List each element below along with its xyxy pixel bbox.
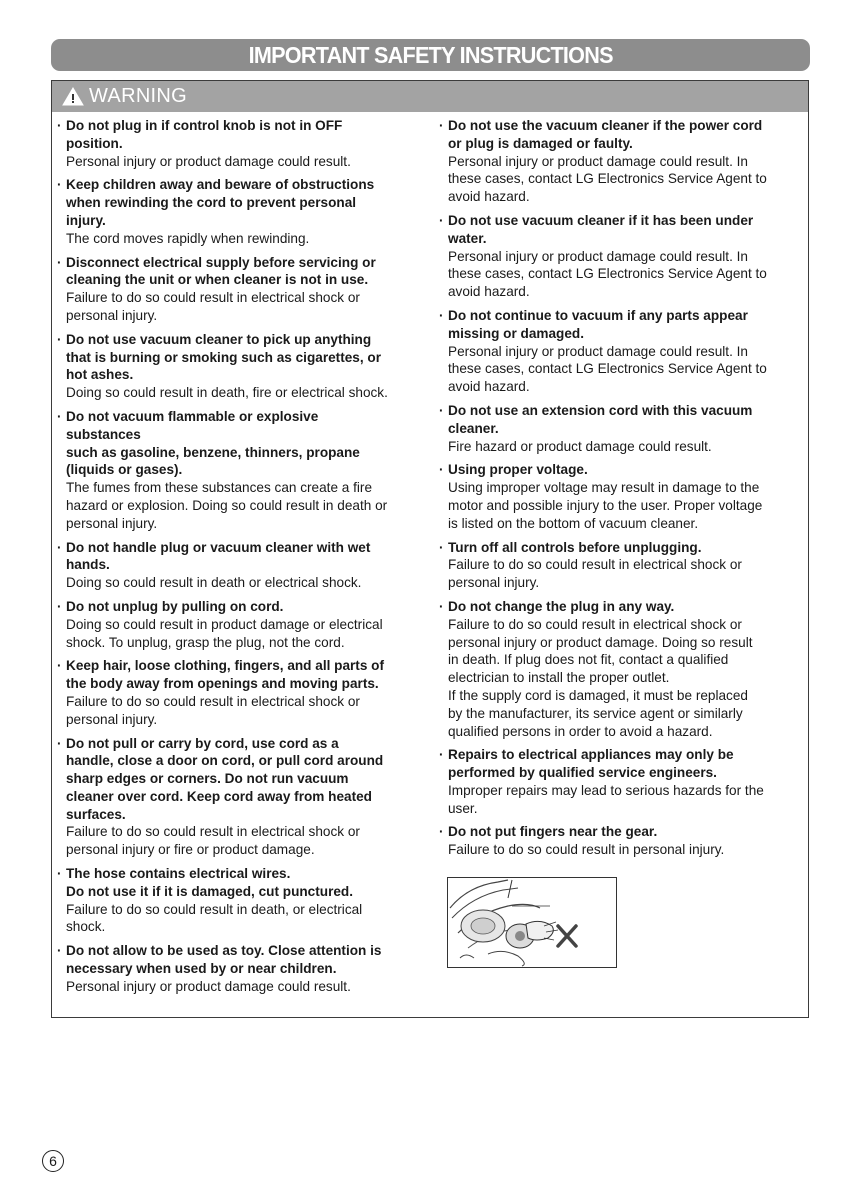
right-column: [439, 117, 803, 865]
gear-warning-illustration: [447, 877, 617, 968]
list-item: · Do not put fingers near the gear. Failure to do so could result in personal injury.: [439, 824, 725, 858]
page-title: IMPORTANT SAFETY INSTRUCTIONS: [248, 41, 613, 68]
warning-label: WARNING: [89, 85, 188, 107]
left-column: [57, 117, 429, 1002]
warning-box: [51, 80, 809, 1018]
warning-header: [52, 81, 808, 112]
page-number: [42, 1150, 64, 1172]
list-item: · Turn off all controls before unplugging. Failure to do so could result in electrical shock or personal injury.: [439, 539, 742, 591]
list-item: · Do not use the vacuum cleaner if the power cord or plug is damaged or faulty. Personal injury or product damage could result. In these cases, contact LG Electronics Service Agent to avoid hazard.: [439, 118, 767, 205]
vacuum-gear-drawing: [448, 878, 616, 967]
list-item: · Do not unplug by pulling on cord. Doing so could result in product damage or electrical shock. To unplug, grasp the plug, not the cord.: [57, 598, 383, 650]
warning-triangle-icon: [62, 87, 84, 106]
list-item: · Keep children away and beware of obstructions when rewinding the cord to prevent personal injury. The cord moves rapidly when rewinding.: [57, 177, 375, 246]
list-item: · Do not continue to vacuum if any parts appear missing or damaged. Personal injury or product damage could result. In these cases, contact LG Electronics Service Agent to avoid hazard.: [439, 307, 767, 395]
list-item: · Do not plug in if control knob is not in OFF position. Personal injury or product damage could result.: [57, 118, 351, 169]
list-item: · Do not change the plug in any way. Failure to do so could result in electrical shock or personal injury or product damage. Doing so result in death. If plug does not fit, contact a qualified electrician to install the proper outlet. If the supply cord is damaged, it must be replaced by the manufacturer, its service agent or similarly qualified persons in order to avoid a hazard.: [439, 598, 753, 739]
list-item: · Disconnect electrical supply before servicing or cleaning the unit or when cleaner is not in use. Failure to do so could result in electrical shock or personal injury.: [57, 254, 376, 323]
list-item: · Do not allow to be used as toy. Close attention is necessary when used by or near children. Personal injury or product damage could result.: [57, 943, 382, 994]
list-item: · Do not handle plug or vacuum cleaner with wet hands. Doing so could result in death or electrical shock.: [57, 539, 371, 591]
list-item: · Do not pull or carry by cord, use cord as a handle, close a door on cord, or pull cord around sharp edges or corners. Do not run vacuum cleaner over cord. Keep cord away from heated surfaces. Failure to do so could result in electrical shock or personal injury or fire or product damage.: [57, 735, 384, 858]
list-item: · Do not use vacuum cleaner if it has been under water. Personal injury or product damage could result. In these cases, contact LG Electronics Service Agent to avoid hazard.: [439, 212, 767, 300]
title-banner: [51, 39, 810, 71]
page-number-label: 6: [49, 1153, 57, 1169]
list-item: · Using proper voltage. Using improper voltage may result in damage to the motor and possible injury to the user. Proper voltage is listed on the bottom of vacuum cleaner.: [439, 462, 763, 531]
list-item: · Do not vacuum flammable or explosive substances such as gasoline, benzene, thinners, propane (liquids or gases). The fumes from these substances can create a fire hazard or explosion. Doing so could result in death or personal injury.: [57, 408, 388, 531]
list-item: · Repairs to electrical appliances may only be performed by qualified service engineers. Improper repairs may lead to serious hazards for the user.: [439, 747, 764, 816]
list-item: · Do not use an extension cord with this vacuum cleaner. Fire hazard or product damage could result.: [439, 402, 753, 454]
list-item: · Keep hair, loose clothing, fingers, and all parts of the body away from openings and moving parts. Failure to do so could result in electrical shock or personal injury.: [57, 658, 384, 727]
list-item: · The hose contains electrical wires. Do not use it if it is damaged, cut punctured. Failure to do so could result in death, or electrical shock.: [57, 866, 363, 935]
list-item: · Do not use vacuum cleaner to pick up anything that is burning or smoking such as cigarettes, or hot ashes. Doing so could result in death, fire or electrical shock.: [57, 331, 388, 401]
